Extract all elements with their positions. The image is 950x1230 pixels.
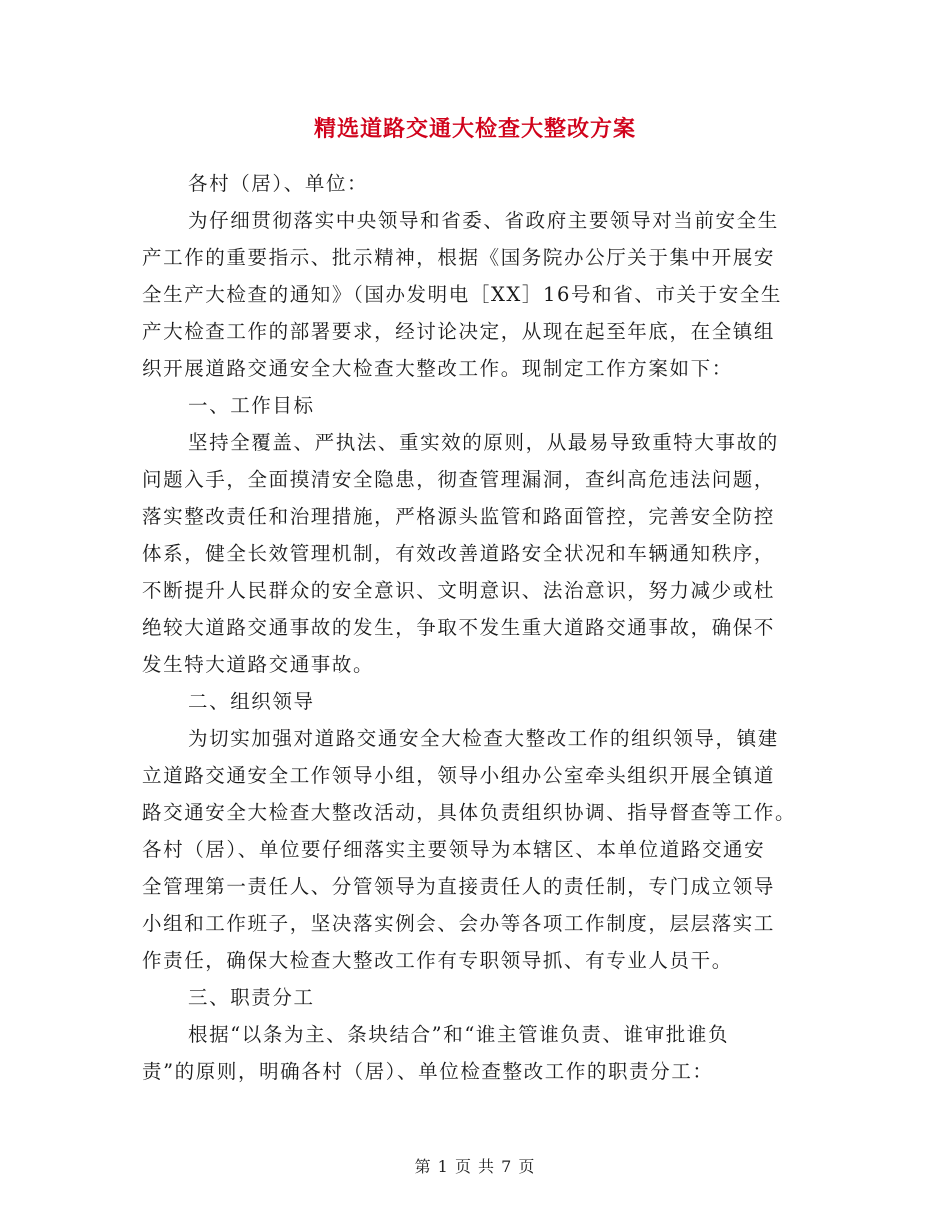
- salutation: 各村（居）、单位：: [188, 172, 369, 195]
- paragraph-line: 产工作的重要指示、批示精神，根据《国务院办公厅关于集中开展安: [142, 246, 776, 269]
- paragraph-line: 路交通安全大检查大整改活动，具体负责组织协调、指导督查等工作。: [142, 801, 797, 824]
- paragraph-line: 织开展道路交通安全大检查大整改工作。现制定工作方案如下：: [142, 357, 733, 380]
- section-heading: 二、组织领导: [188, 690, 315, 713]
- paragraph-line: 为仔细贯彻落实中央领导和省委、省政府主要领导对当前安全生: [188, 209, 779, 232]
- section-heading: 三、职责分工: [188, 986, 315, 1009]
- paragraph-line: 体系，健全长效管理机制，有效改善道路安全状况和车辆通知秩序，: [142, 542, 776, 565]
- paragraph-line: 立道路交通安全工作领导小组，领导小组办公室牵头组织开展全镇道: [142, 764, 776, 787]
- paragraph-line: 坚持全覆盖、严执法、重实效的原则，从最易导致重特大事故的: [188, 431, 779, 454]
- paragraph-line: 不断提升人民群众的安全意识、文明意识、法治意识，努力减少或杜: [142, 579, 776, 602]
- paragraph-line: 小组和工作班子，坚决落实例会、会办等各项工作制度，层层落实工: [142, 912, 776, 935]
- paragraph-line: 根据“以条为主、条块结合”和“谁主管谁负责、谁审批谁负: [188, 1023, 730, 1046]
- document-title: 精选道路交通大检查大整改方案: [313, 116, 636, 142]
- paragraph-line: 为切实加强对道路交通安全大检查大整改工作的组织领导，镇建: [188, 727, 779, 750]
- paragraph-line: 落实整改责任和治理措施，严格源头监管和路面管控，完善安全防控: [142, 505, 776, 528]
- paragraph-line: 作责任，确保大检查大整改工作有专职领导抓、有专业人员干。: [142, 949, 733, 972]
- page-number: 第 1 页 共 7 页: [414, 1157, 536, 1176]
- paragraph-line: 问题入手，全面摸清安全隐患，彻查管理漏洞，查纠高危违法问题，: [142, 468, 776, 491]
- paragraph-line: 全管理第一责任人、分管领导为直接责任人的责任制，专门成立领导: [142, 875, 776, 898]
- section-heading: 一、工作目标: [188, 394, 315, 417]
- paragraph-line: 产大检查工作的部署要求，经讨论决定，从现在起至年底，在全镇组: [142, 320, 776, 343]
- paragraph-line: 发生特大道路交通事故。: [142, 653, 375, 676]
- paragraph-line: 各村（居）、单位要仔细落实主要领导为本辖区、本单位道路交通安: [142, 838, 766, 861]
- paragraph-line: 责”的原则，明确各村（居）、单位检查整改工作的职责分工：: [142, 1060, 714, 1083]
- paragraph-line: 全生产大检查的通知》（国办发明电［XX］16号和省、市关于安全生: [142, 283, 783, 306]
- paragraph-line: 绝较大道路交通事故的发生，争取不发生重大道路交通事故，确保不: [142, 616, 776, 639]
